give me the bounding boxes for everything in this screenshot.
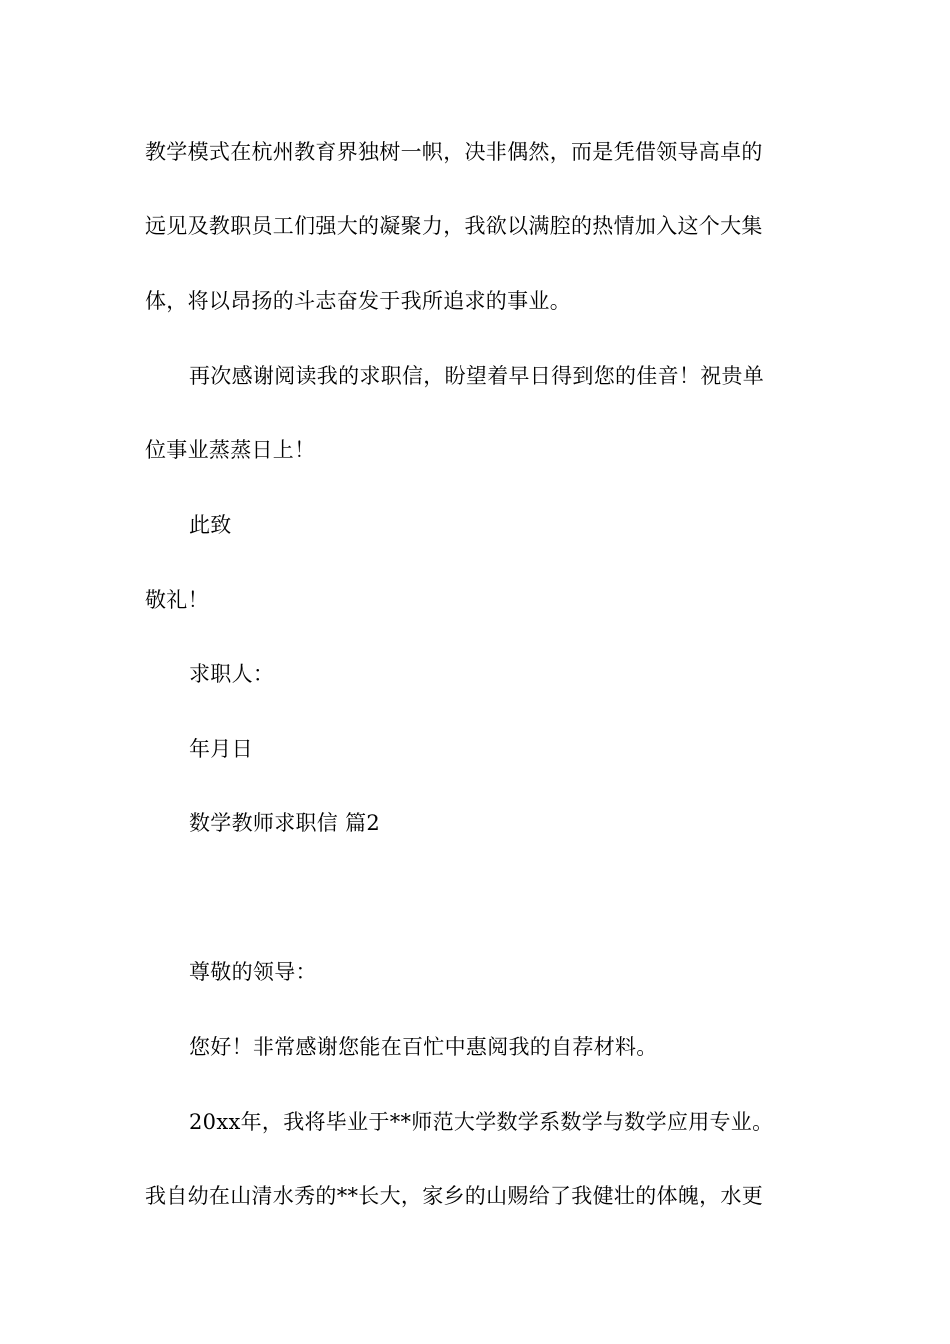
paragraph-line: 位事业蒸蒸日上！	[145, 438, 316, 462]
paragraph-line: 您好！非常感谢您能在百忙中惠阅我的自荐材料。	[189, 1035, 658, 1059]
section-heading: 数学教师求职信 篇2	[189, 811, 381, 835]
paragraph-line: 体，将以昂扬的斗志奋发于我所追求的事业。	[145, 289, 571, 313]
greeting-line: 尊敬的领导：	[189, 960, 317, 984]
signature-line: 求职人：	[189, 662, 275, 686]
paragraph-line: 教学模式在杭州教育界独树一帜，决非偶然，而是凭借领导高卓的	[145, 140, 763, 164]
salutation-line: 此致	[189, 513, 232, 537]
salutation-line: 敬礼！	[145, 588, 209, 612]
paragraph-line: 20xx年，我将毕业于**师范大学数学系数学与数学应用专业。	[189, 1110, 774, 1134]
date-line: 年月日	[189, 737, 253, 761]
paragraph-line: 我自幼在山清水秀的**长大，家乡的山赐给了我健壮的体魄，水更	[145, 1184, 763, 1208]
paragraph-line: 再次感谢阅读我的求职信，盼望着早日得到您的佳音！祝贵单	[189, 364, 765, 388]
paragraph-line: 远见及教职员工们强大的凝聚力，我欲以满腔的热情加入这个大集	[145, 214, 763, 238]
